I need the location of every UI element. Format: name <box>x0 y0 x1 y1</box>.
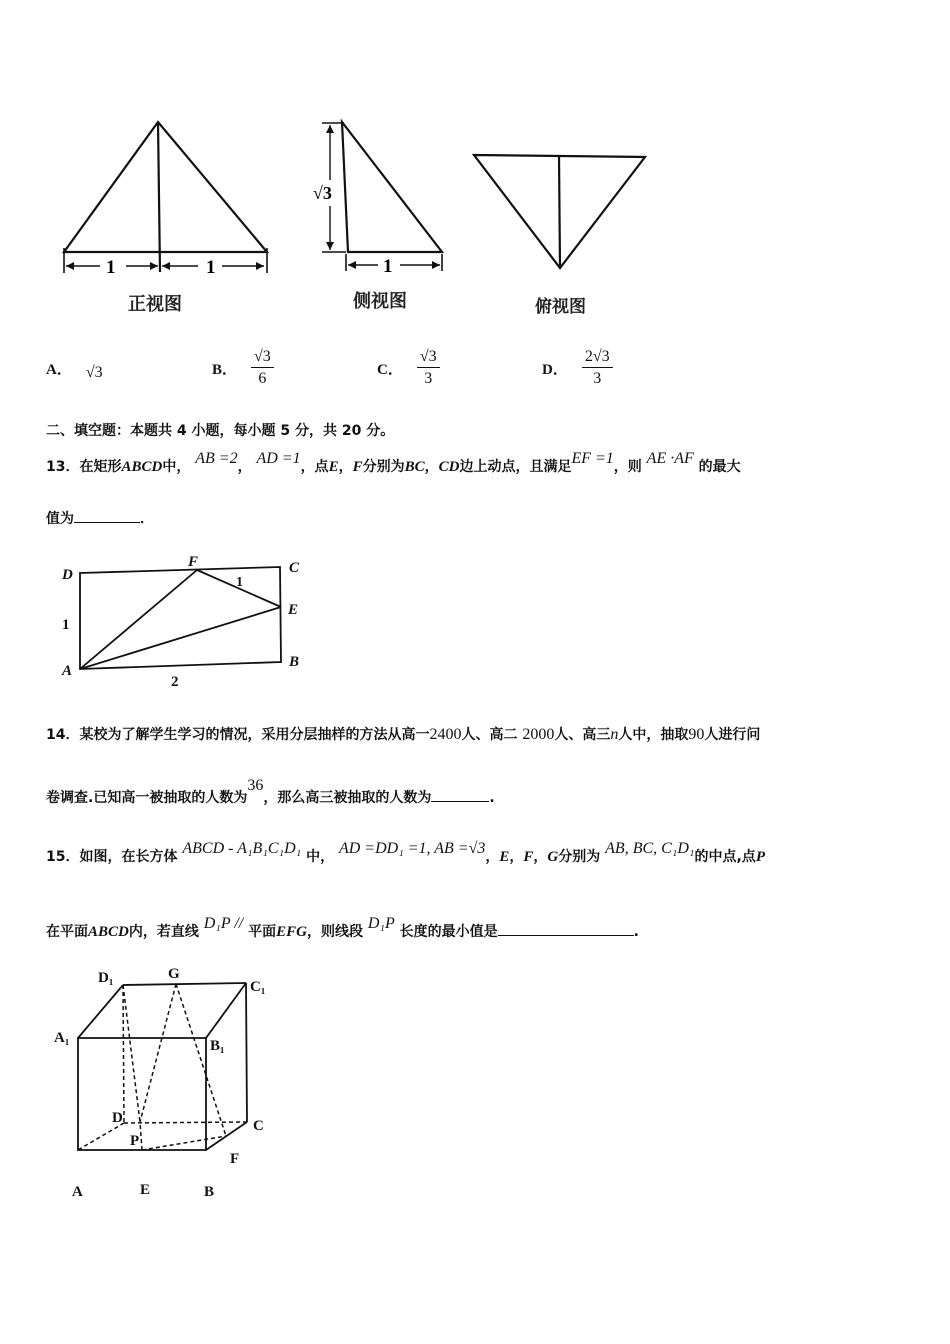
q15-fig-c: C <box>253 1118 264 1134</box>
q13-line-2 <box>46 508 916 528</box>
front-dim-right: 1 <box>206 257 216 278</box>
q15-figure <box>40 960 290 1210</box>
q15-text-10: 长度的最小值是 <box>399 924 498 940</box>
option-d[interactable] <box>542 348 613 388</box>
q15-point-p: P <box>755 849 765 865</box>
q15-text-6: 在平面 <box>46 924 88 940</box>
q13-fig-b: B <box>289 654 300 670</box>
option-b-letter: B． <box>212 361 238 378</box>
q13-text-2: 中， <box>162 459 191 475</box>
side-view <box>322 122 442 271</box>
q15-fig-b: B <box>204 1184 215 1200</box>
q13-fig-side-left: 1 <box>62 617 70 633</box>
front-view-label: 正视图 <box>128 294 182 315</box>
q14-text-1: 某校为了解学生学习的情况，采用分层抽样的方法从高一 <box>79 727 430 743</box>
q15-answer-blank[interactable] <box>498 921 634 936</box>
q15-fig-a1: A₁ <box>54 1030 70 1046</box>
q15-math-segment: D₁P <box>367 915 395 932</box>
option-a-value: √3 <box>85 364 103 381</box>
q15-text-9: ，则线段 <box>306 924 363 940</box>
q15-text-11: . <box>633 924 639 940</box>
q15-text-2: 中， <box>306 849 335 865</box>
q15-math-lengths: AD =DD₁ =1, AB =√3 <box>338 840 486 857</box>
q13-text-6: ，则 <box>613 459 642 475</box>
q13-math-ab: AB =2 <box>195 450 238 467</box>
option-d-numerator: 2√3 <box>582 348 613 368</box>
q15-point-e: E <box>499 849 510 865</box>
q15-point-f: F <box>523 849 534 865</box>
q15-fig-f: F <box>230 1151 240 1167</box>
q15-math-solid: ABCD - A₁B₁C₁D₁ <box>182 840 302 857</box>
q13-fig-e: E <box>288 602 299 618</box>
q14-text-8: . <box>489 790 495 806</box>
q14-num-2: 2000 <box>522 726 555 743</box>
q13-text-3: ，点 <box>300 459 329 475</box>
q13-fig-a: A <box>62 663 73 679</box>
option-c-denominator: 3 <box>424 370 433 387</box>
q15-fig-e: E <box>140 1182 151 1198</box>
q15-text-1: 如图，在长方体 <box>79 849 178 865</box>
q13-point-f: F <box>352 459 363 475</box>
option-c-letter: C． <box>377 361 403 378</box>
option-b-numerator: √3 <box>251 348 274 368</box>
q13-side-bc: BC <box>404 459 425 475</box>
q13-figure <box>40 550 320 695</box>
q15-fig-d1: D₁ <box>98 970 114 986</box>
q14-text-4: 人中，抽取 <box>618 727 689 743</box>
q13-rect-name: ABCD <box>121 459 163 475</box>
q13-fig-c: C <box>289 560 300 576</box>
q15-line-2 <box>46 915 916 941</box>
q15-fig-a: A <box>72 1184 83 1200</box>
side-view-label: 侧视图 <box>353 291 407 312</box>
q13-math-dot: AE ·AF <box>646 450 694 467</box>
option-b[interactable] <box>212 348 274 388</box>
q14-text-3: 人、高三 <box>554 727 611 743</box>
q15-math-edges: AB, BC, C₁D₁ <box>605 840 695 857</box>
side-dim-height: √3 <box>313 183 332 203</box>
top-view <box>474 155 645 268</box>
q13-line-1: 13．在矩形ABCD中， AB =2， AD =1，点E，F分别为BC，CD边上动点，且满足EF =1，则 AE ·AF 的最大 <box>46 450 741 475</box>
q13-text-9: ． <box>140 511 154 527</box>
q15-plane-efg: EFG <box>276 924 307 940</box>
q13-fig-f: F <box>188 554 199 570</box>
section-heading: 二、填空题：本题共 4 小题，每小题 5 分，共 20 分。 <box>46 423 395 439</box>
q14-text-6: 卷调查.已知高一被抽取的人数为 <box>46 790 248 806</box>
option-d-denominator: 3 <box>593 370 602 387</box>
q14-text-2: 人、高二 <box>461 727 518 743</box>
q14-line-2 <box>46 777 916 807</box>
q15-plane-abcd: ABCD <box>88 924 129 940</box>
q13-point-e: E <box>328 459 339 475</box>
q14-text-7: ，那么高三被抽取的人数为 <box>263 790 432 806</box>
option-a-letter: A． <box>46 361 72 378</box>
q14-line-1 <box>46 724 916 744</box>
q15-line-1: 15．如图，在长方体 ABCD - A₁B₁C₁D₁ 中， AD =DD₁ =1, AB =√3，E，F，G分别为 AB, BC, C₁D₁的中点,点P <box>46 840 765 865</box>
q15-number: 15． <box>46 849 80 865</box>
q15-fig-d: D <box>112 1110 123 1126</box>
q15-text-5: 的中点,点 <box>694 849 756 865</box>
q13-text-4: 分别为 <box>362 459 405 475</box>
q13-text-7: 的最大 <box>698 459 741 475</box>
front-dim-left: 1 <box>106 257 116 278</box>
q14-answer-blank[interactable] <box>431 787 489 802</box>
q15-fig-c1: C₁ <box>250 979 266 995</box>
q14-num-5: 36 <box>247 777 264 794</box>
q13-text-5: 边上动点，且满足 <box>459 459 572 475</box>
q15-point-g: G <box>547 849 559 865</box>
q14-num-3: n <box>610 726 619 743</box>
q15-text-4: 分别为 <box>558 849 601 865</box>
q13-fig-d: D <box>62 567 73 583</box>
q13-math-ad: AD =1 <box>256 450 301 467</box>
q13-fig-side-bottom: 2 <box>171 674 179 690</box>
option-d-letter: D． <box>542 361 568 378</box>
q13-number: 13． <box>46 459 80 475</box>
option-c[interactable] <box>377 348 440 388</box>
option-b-fraction <box>251 348 274 388</box>
option-b-denominator: 6 <box>258 370 267 387</box>
q13-text-8: 值为 <box>46 511 74 527</box>
q13-math-ef: EF =1 <box>571 450 614 467</box>
q13-side-cd: CD <box>438 459 460 475</box>
q15-math-parallel: D₁P // <box>203 915 244 932</box>
q15-text-8: 平面 <box>248 924 277 940</box>
option-c-fraction <box>417 348 440 388</box>
q13-answer-blank[interactable] <box>74 508 140 523</box>
option-a[interactable] <box>46 348 103 388</box>
option-d-fraction <box>582 348 613 388</box>
option-c-numerator: √3 <box>417 348 440 368</box>
q13-text-1: 在矩形 <box>79 459 122 475</box>
q14-text-5: 人进行问 <box>704 727 761 743</box>
q14-number: 14． <box>46 727 80 743</box>
top-view-label: 俯视图 <box>535 297 586 317</box>
front-view <box>64 122 267 273</box>
three-views-figure <box>0 0 950 330</box>
q15-text-3: ， <box>485 849 500 865</box>
q15-text-7: 内，若直线 <box>128 924 199 940</box>
side-dim-bottom: 1 <box>383 256 393 277</box>
q15-fig-p: P <box>130 1133 140 1149</box>
q14-num-4: 90 <box>688 726 705 743</box>
q15-fig-g: G <box>168 966 180 982</box>
q15-fig-b1: B₁ <box>210 1038 225 1054</box>
q14-num-1: 2400 <box>429 726 462 743</box>
q13-fig-seg-ef: 1 <box>236 575 243 590</box>
